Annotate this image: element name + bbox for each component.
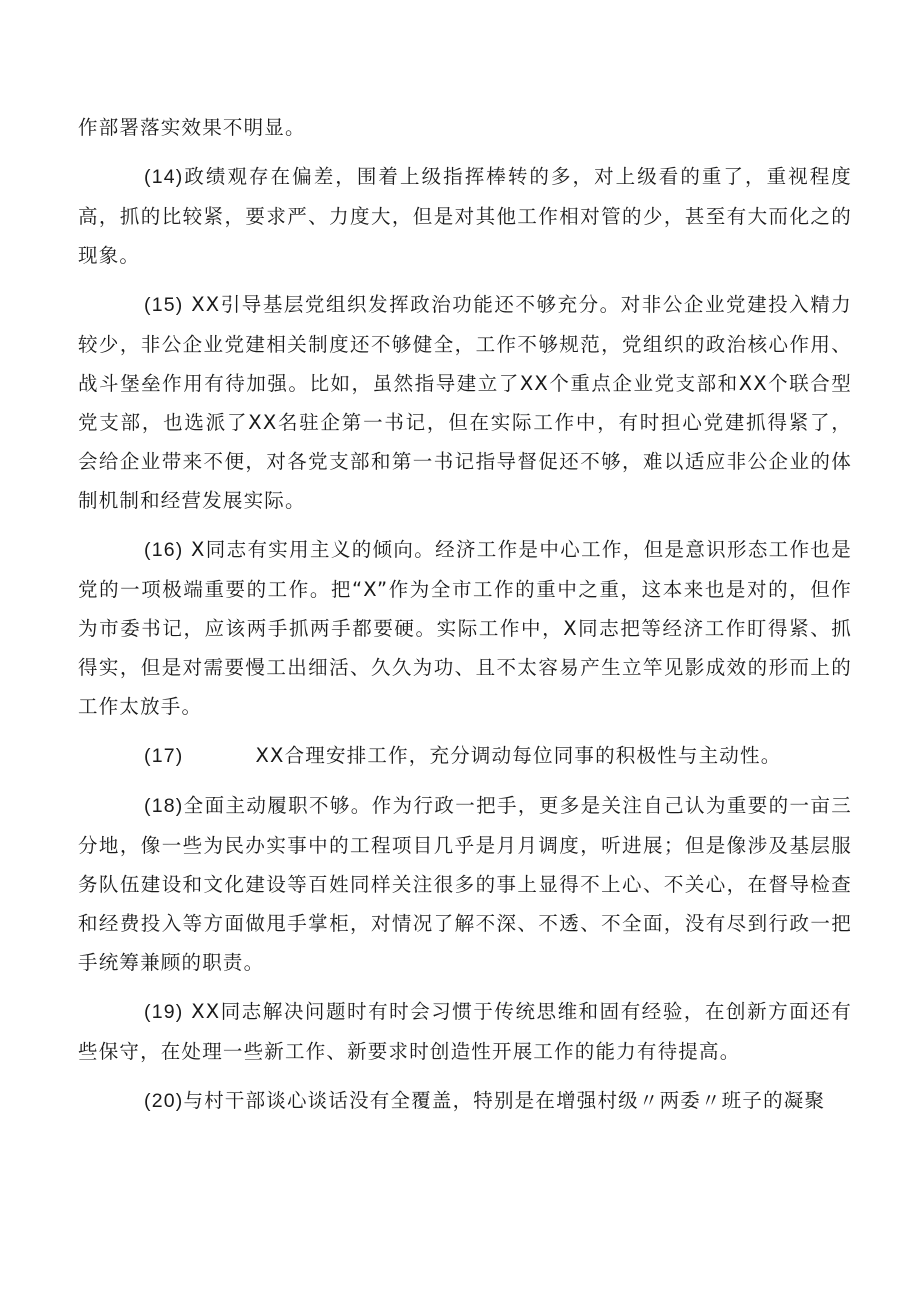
paragraph-number: (19): [144, 1001, 184, 1023]
paragraph-18: [78, 786, 852, 982]
paragraph-text: XX合理安排工作，充分调动每位同事的积极性与主动性。: [255, 744, 782, 767]
paragraph-text: X同志有实用主义的倾向。经济工作是中心工作，但是意识形态工作也是党的一项极端重要的工作。把“X”作为全市工作的重中之重，这本来也是对的，但作为市委书记，应该两手抓两手都要硬。实际工作中，X同志把等经济工作盯得紧、抓得实，但是对需要慢工出细活、久久为功、且不太容易产生立竿见影成效的形而上的工作太放手。: [78, 538, 852, 718]
paragraph-number: (16): [144, 539, 184, 561]
paragraph-number: (20): [144, 1090, 184, 1112]
paragraph-text: 与村干部谈心谈话没有全覆盖，特别是在增强村级〃两委〃班子的凝聚: [183, 1089, 826, 1112]
paragraph-continuation: [78, 108, 852, 147]
paragraph-text: 作部署落实效果不明显。: [78, 116, 306, 139]
paragraph-text: 政绩观存在偏差，围着上级指挥棒转的多，对上级看的重了，重视程度高，抓的比较紧，要求严、力度大，但是对其他工作相对管的少，甚至有大而化之的现象。: [78, 165, 852, 267]
paragraph-number: (15): [144, 294, 184, 316]
paragraph-19: [78, 992, 852, 1071]
paragraph-text: 全面主动履职不够。作为行政一把手，更多是关注自己认为重要的一亩三分地，像一些为民办实事中的工程项目几乎是月月调度，听进展；但是像涉及基层服务队伍建设和文化建设等百姓同样关注很多的事上显得不上心、不关心，在督导检查和经费投入等方面做甩手掌柜，对情况了解不深、不透、不全面，没有尽到行政一把手统筹兼顾的职责。: [78, 794, 852, 974]
paragraph-17: [78, 736, 852, 776]
paragraph-number: (17): [144, 745, 184, 767]
paragraph-15: [78, 285, 852, 520]
paragraph-16: [78, 530, 852, 726]
paragraph-number: (18): [144, 795, 184, 817]
paragraph-text: XX同志解决问题时有时会习惯于传统思维和固有经验，在创新方面还有些保守，在处理一些新工作、新要求时创造性开展工作的能力有待提高。: [78, 1000, 852, 1063]
paragraph-20: [78, 1081, 852, 1121]
document-page: [78, 108, 852, 1131]
paragraph-number: (14): [144, 166, 184, 188]
paragraph-text: XX引导基层党组织发挥政治功能还不够充分。对非公企业党建投入精力较少，非公企业党建相关制度还不够健全，工作不够规范，党组织的政治核心作用、战斗堡垒作用有待加强。比如，虽然指导建立了XX个重点企业党支部和XX个联合型党支部，也选派了XX名驻企第一书记，但在实际工作中，有时担心党建抓得紧了，会给企业带来不便，对各党支部和第一书记指导督促还不够，难以适应非公企业的体制机制和经营发展实际。: [78, 293, 852, 512]
paragraph-14: [78, 157, 852, 275]
